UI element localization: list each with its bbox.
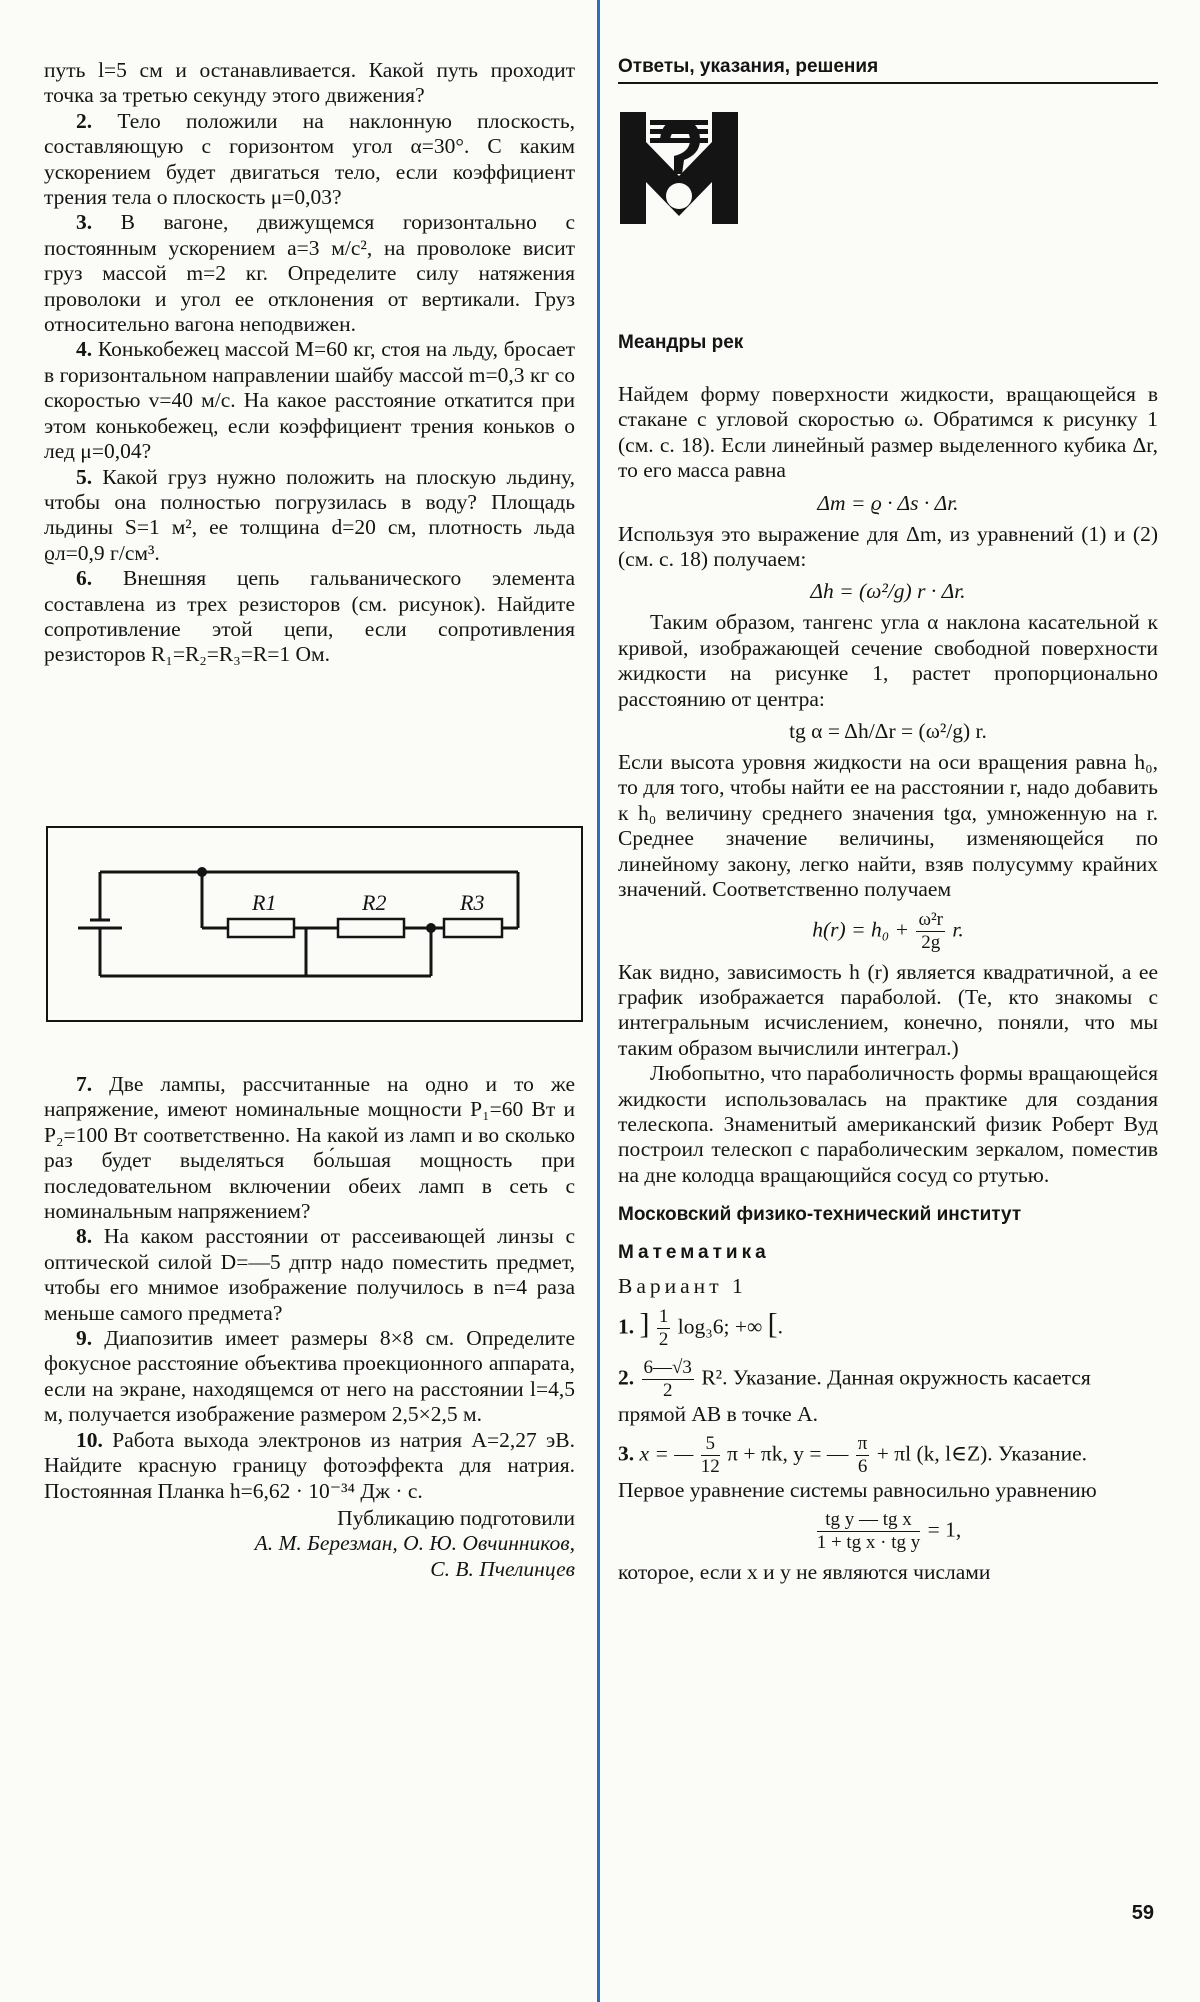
junction-dot (197, 867, 207, 877)
variant-label: Вариант 1 (618, 1274, 747, 1299)
problem-8: 8. На каком расстоянии от рассеивающей линзы с оптической силой D=—5 дптр надо поместить предмет, чтобы его мнимое изображение получилось в n=4 раза меньше самого предмета? (44, 1224, 576, 1325)
problem-2: 2. Тело положили на наклонную плоскость, составляющую с горизонтом угол α=30°. С каким ускорением будет двигаться тело, если коэффициент трения тела о плоскость μ=0,03? (44, 108, 576, 210)
formula-dh: Δh = (ω²/g) r · Δr. (810, 579, 966, 604)
resistor-r2 (338, 919, 404, 937)
paragraph: Если высота уровня жидкости на оси вращения равна h₀, то для того, чтобы найти ее на расстоянии r, надо добавить к h₀ величину среднего значения tgα, умноженную на r. Среднее значение величины, изменяющейся по линейному закону, легко найти, взяв полусумму крайних значений. Соответственно получаем (618, 750, 1158, 902)
problem-9: 9. Диапозитив имеет размеры 8×8 см. Определите фокусное расстояние объектива проекционного аппарата, если на экране, находящемся от него на расстоянии l=4,5 м, получается изображение размером 2,5×2,5 м. (44, 1326, 575, 1427)
paragraph: Найдем форму поверхности жидкости, вращающейся в стакане с угловой скоростью ω. Обратимся к рисунку 1 (см. с. 18). Если линейный размер выделенного кубика Δr, то его масса равна (618, 382, 1158, 483)
label-r2: R2 (362, 890, 387, 915)
answer-1: 1. ] $\frac{1}{2}$ log₃6; +∞ [. (618, 1305, 784, 1350)
junction-dot (426, 923, 436, 933)
authors-line-1: А. М. Березман, О. Ю. Овчинников, (254, 1531, 575, 1556)
problem-10: 10. Работа выхода электронов из натрия A=2,27 эВ. Найдите красную границу фотоэффекта для натрия. Постоянная Планка h=6,62 · 10⁻³⁴ Дж · с. (44, 1427, 575, 1503)
formula-tg-eq: $\frac{\text{tg y — tg x}}{\text{1 + tg x · tg y}}$ = 1, (816, 1509, 962, 1554)
column-divider (597, 0, 600, 2002)
circuit-diagram (48, 828, 581, 1020)
resistor-r3 (444, 919, 502, 937)
paragraph: Любопытно, что параболичность формы вращающейся жидкости использовалась на практике для создания телескопа. Знаменитый американский физик Роберт Вуд построил телескоп с параболическим зеркалом, поместив на дне колодца вращающийся сосуд со ртутью. (618, 1061, 1158, 1187)
label-r1: R1 (252, 890, 277, 915)
authors-line-2: С. В. Пчелинцев (430, 1556, 575, 1581)
paragraph: которое, если x и y не являются числами (618, 1560, 991, 1585)
section-meanders: Меандры рек (618, 332, 744, 353)
formula-h: h(r) = h₀ + $\frac{\text{ω²r}}{2g}$ r. (812, 908, 964, 953)
problem-6: 6. Внешняя цепь гальванического элемента составлена из трех резисторов (см. рисунок). Найдите сопротивление этой цепи, если сопротивления резисторов R₁=R₂=R₃=R=1 Ом. (44, 566, 575, 667)
question-logo (620, 112, 738, 229)
page-number: 59 (1131, 1902, 1154, 1924)
section-mipt: Московский физико-технический институт (618, 1204, 1022, 1226)
left-column (44, 58, 575, 668)
section-math: Математика (618, 1242, 770, 1264)
credits-line: Публикацию подготовили (337, 1505, 575, 1530)
paragraph: Таким образом, тангенс угла α наклона касательной к кривой, изображающей сечение свободной поверхности жидкости на рисунке 1, растет пропорционально расстоянию от центра: (618, 610, 1158, 711)
problem-7: 7. Две лампы, рассчитанные на одно и то же напряжение, имеют номинальные мощности P₁=60 Вт и P₂=100 Вт соответственно. На какой из ламп и во сколько раз будет выделяться бо́льшая мощность при последовательном включении обеих ламп в сеть с номинальным напряжением? (44, 1072, 575, 1224)
formula-dm: Δm = ϱ · Δs · Δr. (817, 490, 959, 515)
paragraph: Используя это выражение для Δm, из уравнений (1) и (2) (см. с. 18) получаем: (618, 521, 1158, 572)
paragraph: путь l=5 см и останавливается. Какой путь проходит точка за третью секунду этого движения? (44, 58, 575, 108)
problem-5: 5. Какой груз нужно положить на плоскую льдину, чтобы она полностью погрузилась в воду? Площадь льдины S=1 м², ее толщина d=20 см, плотность льда ϱл=0,9 г/см³. (44, 464, 575, 565)
problem-3: 3. В вагоне, движущемся горизонтально с постоянным ускорением a=3 м/с², на проволоке висит груз массой m=2 кг. Определите силу натяжения проволоки и угол ее отклонения от вертикали. Груз относительно вагона неподвижен. (44, 210, 576, 337)
answer-3: 3. x = — $\frac{5}{12}$ π + πk, y = — $\frac{\pi}{6}$ + πl (k, l∈Z). Указание. Первое уравнение системы равносильно уравнению (618, 1432, 1097, 1502)
problem-4: 4. Конькобежец массой M=60 кг, стоя на льду, бросает в горизонтальном направлении шайбу массой m=0,3 кг со скоростью v=40 м/с. На какое расстояние откатится при этом конькобежец, если коэффициент трения коньков о лед μ=0,04? (44, 337, 575, 464)
answers-header (618, 56, 1158, 84)
resistor-r1 (228, 919, 294, 937)
formula-tg: tg α = Δh/Δr = (ω²/g) r. (789, 719, 987, 744)
paragraph: Как видно, зависимость h (r) является квадратичной, а ее график изображается параболой. (Те, кто знакомы с интегральным исчислением, конечно, поняли, что мы таким образом вычислили интеграл.) (618, 959, 1158, 1060)
answers-title: Ответы, указания, решения (618, 56, 1158, 84)
left-column-lower (44, 1072, 575, 1582)
answer-2: 2. $\frac{6—√3}{2}$ R². Указание. Данная окружность касается прямой AB в точке A. (618, 1356, 1091, 1426)
right-column (618, 332, 1158, 1586)
question-mark-icon (620, 112, 738, 224)
label-r3: R3 (460, 890, 485, 915)
circuit-figure (46, 826, 583, 1022)
